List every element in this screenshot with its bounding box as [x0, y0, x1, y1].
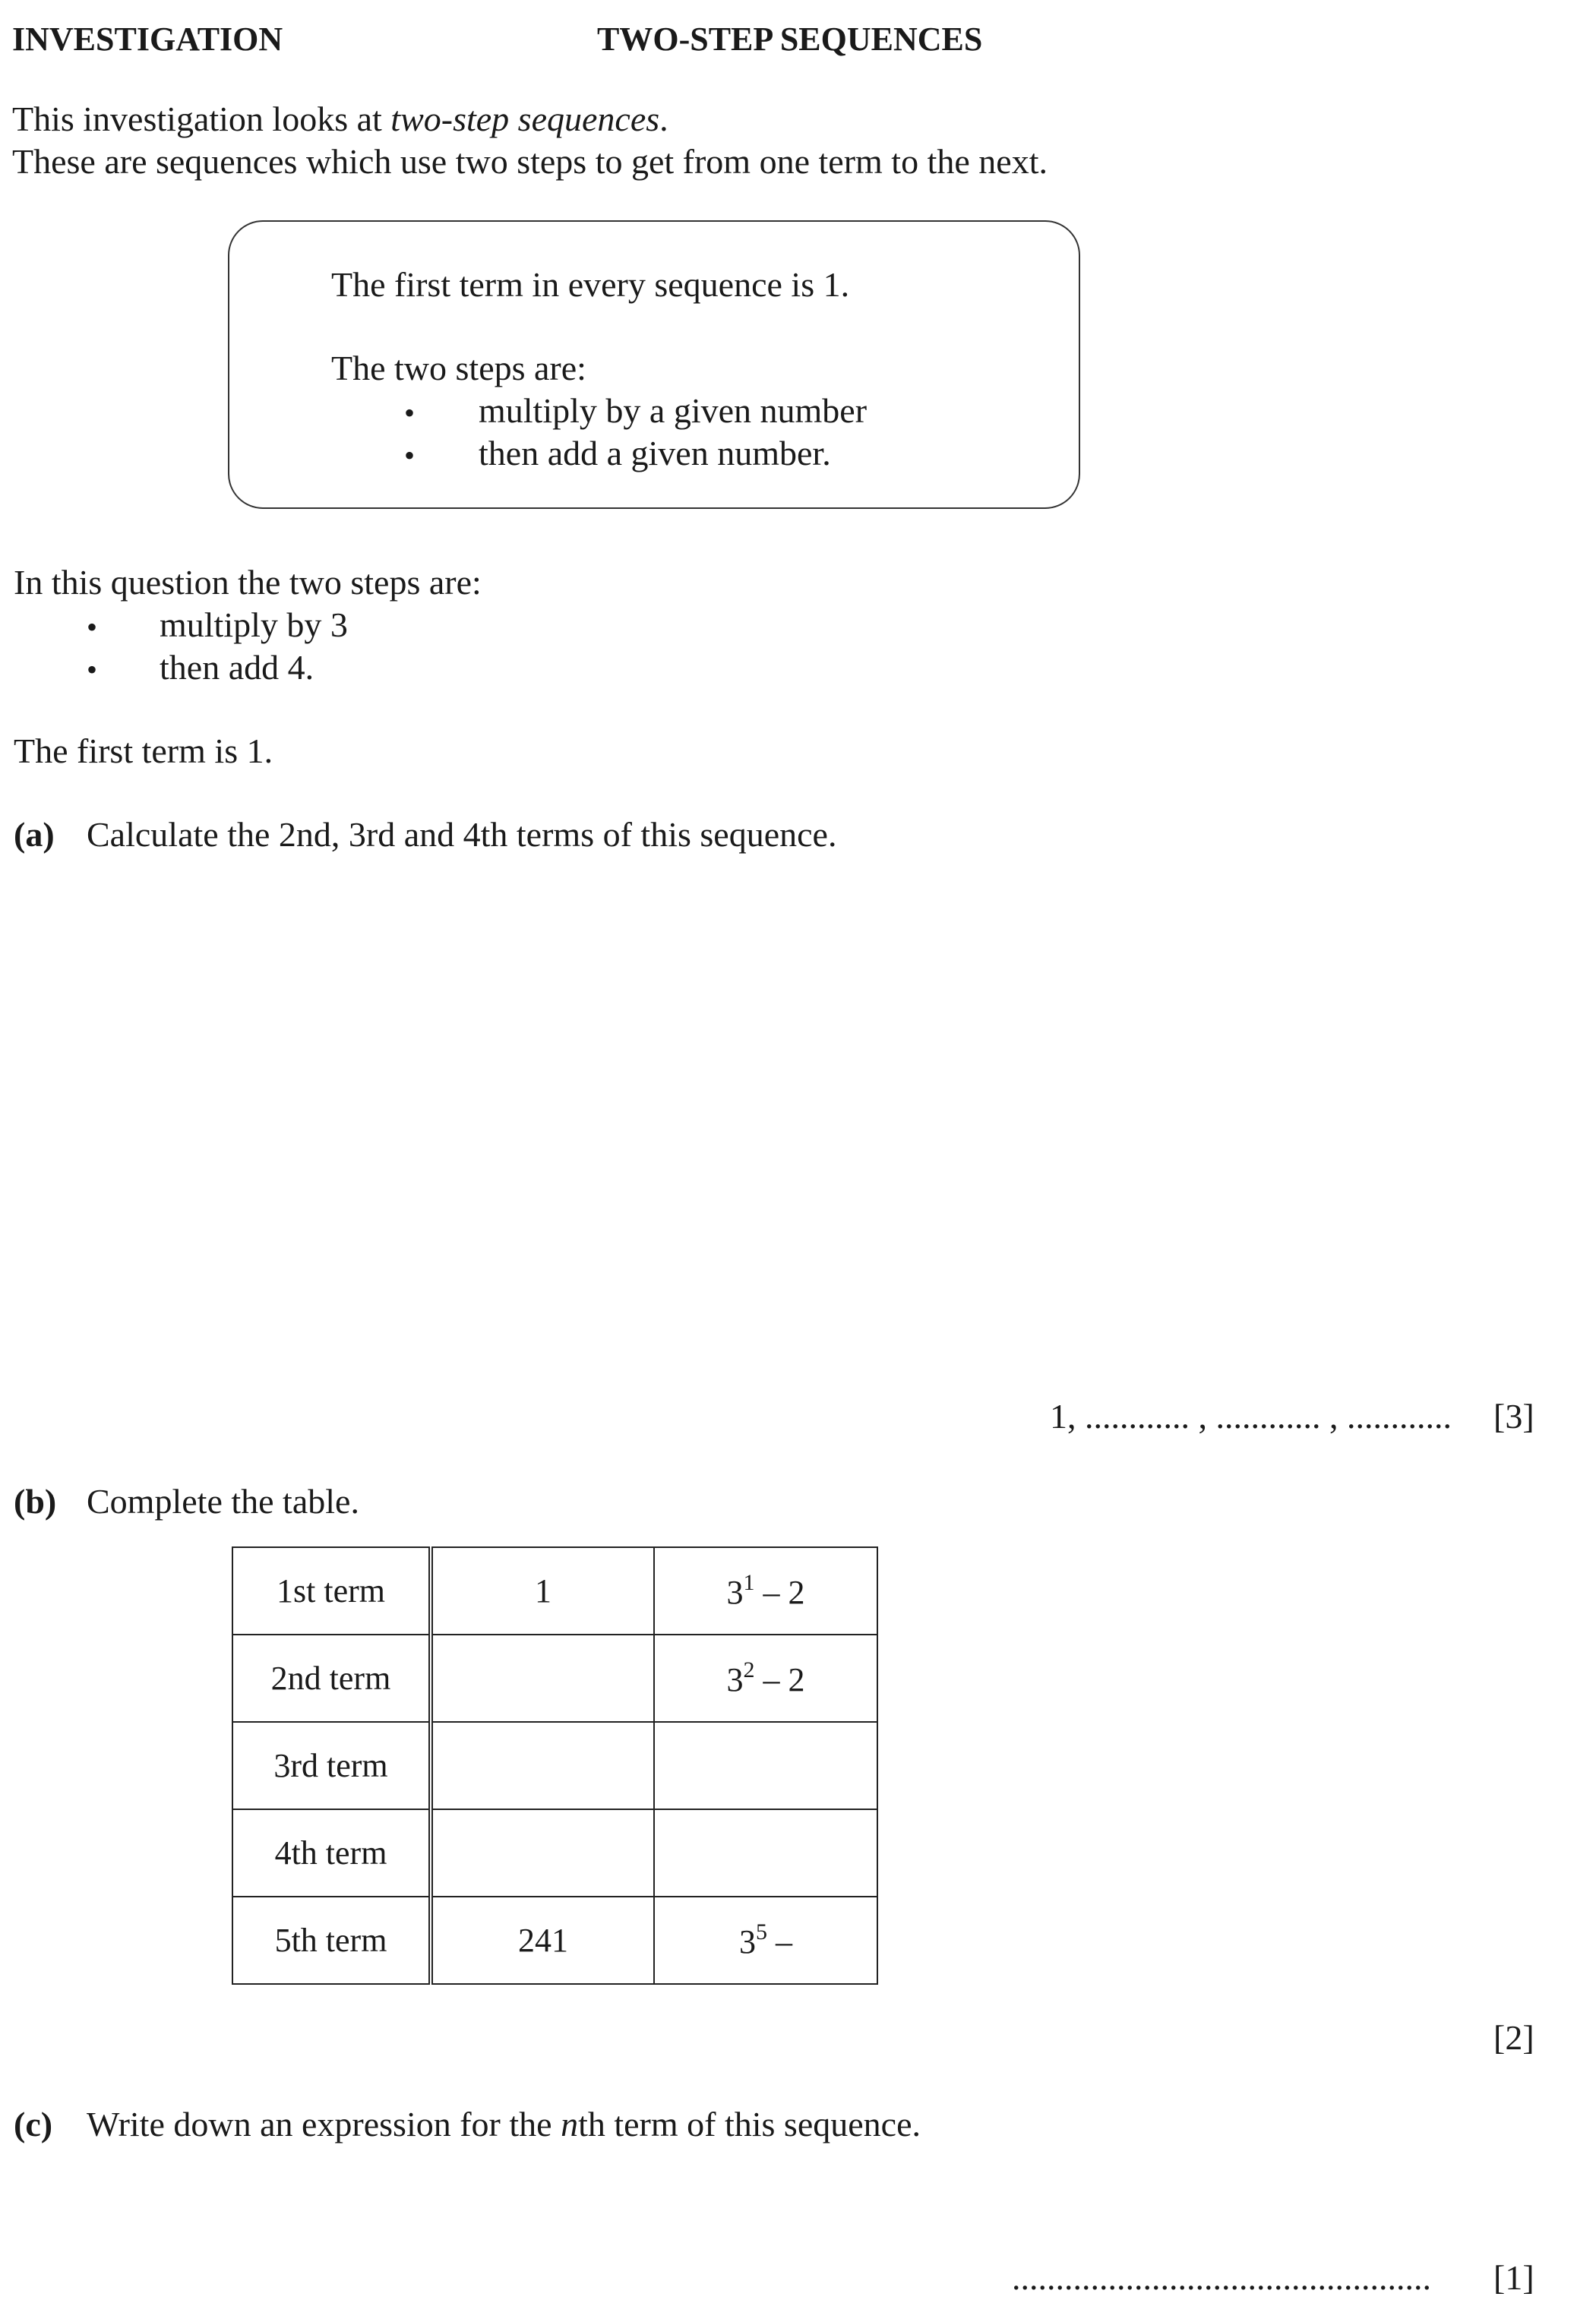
table-row	[232, 1897, 877, 1984]
term-label-cell: 4th term	[232, 1809, 431, 1897]
term-value-cell[interactable]	[431, 1722, 654, 1809]
intro-line-1	[12, 102, 668, 137]
part-c-label: (c)	[14, 2105, 53, 2143]
table-row	[232, 1635, 877, 1722]
info-box-steps-heading: The two steps are:	[331, 349, 586, 387]
term-expression	[739, 1919, 792, 1961]
expr-base: 3	[739, 1923, 756, 1960]
term-expression-cell[interactable]	[654, 1897, 877, 1984]
part-a-text: Calculate the 2nd, 3rd and 4th terms of this sequence.	[87, 815, 837, 854]
question-steps-heading: In this question the two steps are:	[14, 563, 482, 602]
question-bullet-2: then add 4.	[160, 648, 314, 687]
table-row	[232, 1809, 877, 1897]
intro-line-1-suffix: .	[659, 100, 668, 138]
term-label-cell: 2nd term	[232, 1635, 431, 1722]
term-expression-cell[interactable]	[654, 1635, 877, 1722]
bullet-icon: •	[87, 652, 98, 687]
part-c-answer-line[interactable]: ................................................	[1012, 2258, 1431, 2297]
question-first-term: The first term is 1.	[14, 731, 273, 770]
term-label-cell: 5th term	[232, 1897, 431, 1984]
expr-exponent: 5	[756, 1919, 767, 1944]
bullet-icon: •	[404, 396, 416, 430]
part-b-label: (b)	[14, 1482, 57, 1521]
expr-exponent: 1	[743, 1570, 755, 1595]
expr-base: 3	[726, 1574, 744, 1611]
term-value-cell[interactable]: 1	[431, 1547, 654, 1635]
part-b-text: Complete the table.	[87, 1482, 359, 1521]
header-title: TWO-STEP SEQUENCES	[597, 21, 983, 58]
term-expression-cell[interactable]	[654, 1809, 877, 1897]
term-expression	[727, 1570, 805, 1612]
part-c-text-prefix: Write down an expression for the	[87, 2105, 561, 2143]
term-expression-cell[interactable]	[654, 1722, 877, 1809]
bullet-icon: •	[404, 438, 416, 472]
info-box-first-term: The first term in every sequence is 1.	[331, 265, 850, 304]
terms-table	[232, 1546, 878, 1985]
expr-tail: –	[767, 1923, 792, 1960]
part-c-marks: [1]	[1493, 2258, 1534, 2297]
info-box-bullet-1: multiply by a given number	[479, 391, 868, 430]
table-row	[232, 1722, 877, 1809]
header-left: INVESTIGATION	[12, 21, 283, 58]
part-a-marks: [3]	[1493, 1397, 1534, 1436]
expr-exponent: 2	[743, 1657, 755, 1682]
table-row	[232, 1547, 877, 1635]
part-b-marks: [2]	[1493, 2018, 1534, 2057]
part-c-text	[87, 2107, 921, 2142]
part-a-answer-line[interactable]: 1, ............ , ............ , ............	[1050, 1397, 1452, 1436]
part-a-label: (a)	[14, 815, 55, 854]
expr-tail: – 2	[754, 1574, 805, 1611]
intro-line-1-italic: two-step sequences	[390, 100, 660, 138]
bullet-icon: •	[87, 610, 98, 644]
term-value-cell[interactable]	[431, 1635, 654, 1722]
term-label-cell: 3rd term	[232, 1722, 431, 1809]
expr-base: 3	[726, 1661, 744, 1698]
term-value-cell[interactable]	[431, 1809, 654, 1897]
question-bullet-1: multiply by 3	[160, 605, 348, 644]
term-expression	[727, 1657, 805, 1699]
expr-tail: – 2	[754, 1661, 805, 1698]
intro-line-1-prefix: This investigation looks at	[12, 100, 391, 138]
term-label-cell: 1st term	[232, 1547, 431, 1635]
term-expression-cell[interactable]	[654, 1547, 877, 1635]
part-c-text-italic: n	[561, 2105, 579, 2143]
term-value-cell[interactable]: 241	[431, 1897, 654, 1984]
info-box-bullet-2: then add a given number.	[479, 434, 831, 472]
part-c-text-suffix: th term of this sequence.	[578, 2105, 921, 2143]
intro-line-2: These are sequences which use two steps to get from one term to the next.	[12, 142, 1048, 181]
